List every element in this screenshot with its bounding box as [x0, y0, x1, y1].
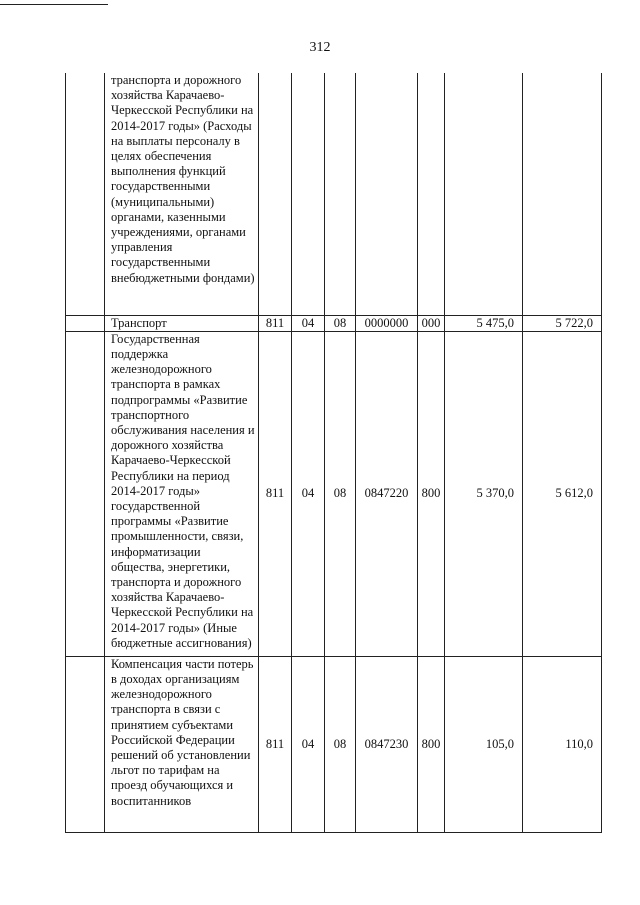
expense-type-cell: 000: [418, 315, 445, 331]
row-number-cell: [66, 656, 105, 832]
section-cell: [292, 73, 325, 315]
budget-table: [65, 73, 602, 833]
subsection-cell: 08: [325, 315, 356, 331]
row-number-cell: [66, 73, 105, 315]
amount-2016-cell: 110,0: [523, 656, 602, 832]
table-row: [66, 73, 602, 315]
grbs-cell: 811: [259, 331, 292, 656]
table-row: [66, 656, 602, 832]
item-name-cell: Транспорт: [105, 315, 259, 331]
subsection-cell: 08: [325, 656, 356, 832]
row-number-cell: [66, 315, 105, 331]
amount-2016-cell: 5 612,0: [523, 331, 602, 656]
subsection-cell: 08: [325, 331, 356, 656]
section-cell: 04: [292, 315, 325, 331]
item-name-cell: Государственная поддержка железнодорожного транспорта в рамках подпрограммы «Развитие транспортного обслуживания населения и дорожного хозяйства Карачаево-Черкесской Республики на период 2014-2017 годы» государственной программы «Развитие промышленности, связи, информатизации общества, энергетики, транспорта и дорожного хозяйства Карачаево-Черкесской Республики на 2014-2017 годы» (Иные бюджетные ассигнования): [105, 331, 259, 656]
grbs-cell: [259, 73, 292, 315]
target-article-cell: 0847230: [356, 656, 418, 832]
amount-2016-cell: 5 722,0: [523, 315, 602, 331]
expense-type-cell: 800: [418, 331, 445, 656]
amount-2016-cell: [523, 73, 602, 315]
amount-2015-cell: 105,0: [445, 656, 523, 832]
table-row: [66, 331, 602, 656]
amount-2015-cell: 5 370,0: [445, 331, 523, 656]
subsection-cell: [325, 73, 356, 315]
section-cell: 04: [292, 656, 325, 832]
amount-2015-cell: 5 475,0: [445, 315, 523, 331]
page-number: 312: [309, 40, 331, 55]
table-row: [66, 315, 602, 331]
section-cell: 04: [292, 331, 325, 656]
item-name-cell: транспорта и дорожного хозяйства Карачаево-Черкесской Республики на 2014-2017 годы» (Расходы на выплаты персоналу в целях обеспечения выполнения функций государственными (муниципальными) органами, казенными учреждениями, органами управления государственными внебюджетными фондами): [105, 73, 259, 315]
expense-type-cell: [418, 73, 445, 315]
header-rule: [0, 4, 108, 5]
amount-2015-cell: [445, 73, 523, 315]
expense-type-cell: 800: [418, 656, 445, 832]
row-number-cell: [66, 331, 105, 656]
item-name-cell: Компенсация части потерь в доходах организациям железнодорожного транспорта в связи с принятием субъектами Российской Федерации решений об установлении льгот по тарифам на проезд обучающихся и воспитанников: [105, 656, 259, 832]
target-article-cell: 0847220: [356, 331, 418, 656]
target-article-cell: [356, 73, 418, 315]
target-article-cell: 0000000: [356, 315, 418, 331]
grbs-cell: 811: [259, 315, 292, 331]
grbs-cell: 811: [259, 656, 292, 832]
